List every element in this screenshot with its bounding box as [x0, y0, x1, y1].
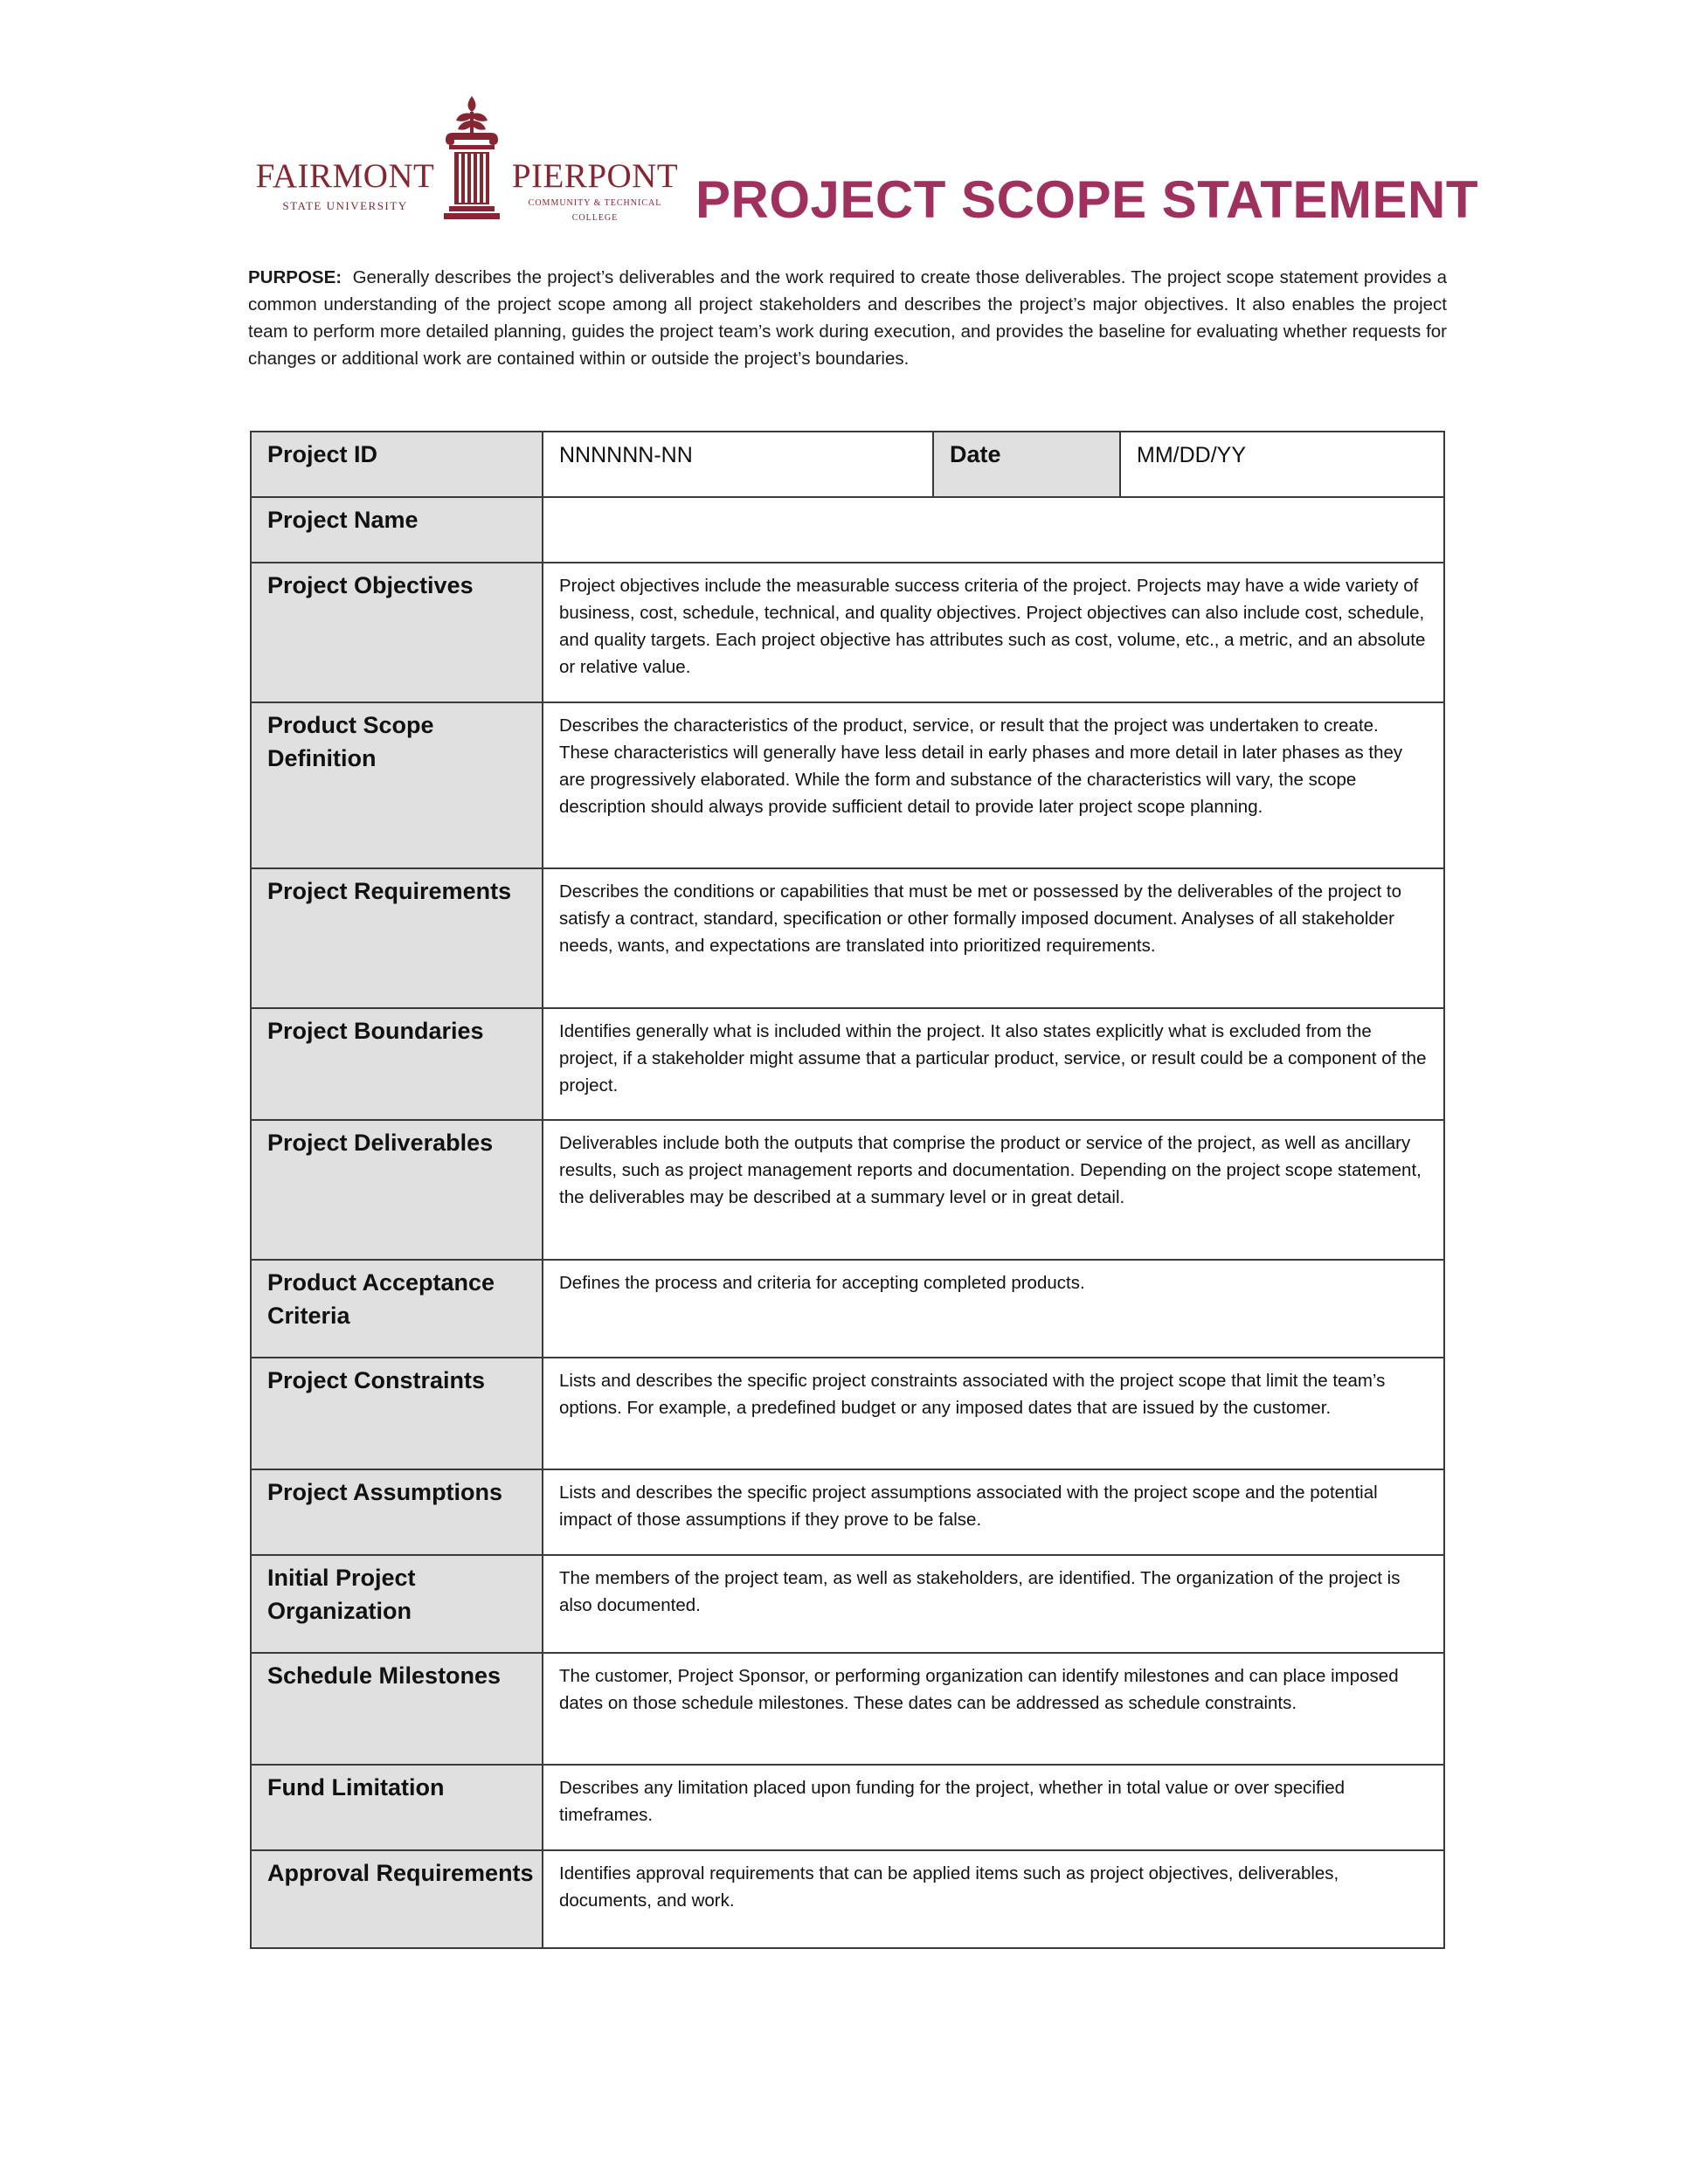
row-value-cell[interactable]: [543, 1008, 1444, 1120]
university-logo: [245, 94, 681, 243]
project-id-value-cell[interactable]: [543, 432, 933, 497]
row-value-cell[interactable]: [543, 1260, 1444, 1358]
row-text: Defines the process and criteria for accepting completed products.: [559, 1273, 1085, 1293]
row-label-cell: [251, 1555, 543, 1653]
logo-pierpont: [505, 159, 685, 224]
row-value-cell[interactable]: [543, 1358, 1444, 1469]
logo-pierpont-sub-2: COLLEGE: [571, 213, 619, 223]
row-value-cell[interactable]: [543, 868, 1444, 1008]
row-value-cell[interactable]: [543, 702, 1444, 868]
row-label-cell: [251, 1120, 543, 1260]
row-label-cell: [251, 1260, 543, 1358]
table-row: [251, 1469, 1444, 1555]
logo-pierpont-name: PIERPONT: [511, 157, 679, 195]
logo-fairmont-name: FAIRMONT: [255, 157, 435, 195]
date-label: Date: [950, 441, 1001, 467]
row-text: The customer, Project Sponsor, or performing organization can identify milestones and can place imposed dates on those schedule milestones. These dates can be addressed as schedule constraints.: [559, 1666, 1399, 1713]
purpose-text: Generally describes the project’s deliverables and the work required to create those deliverables. The project scope statement provides a common understanding of the project scope among all project stakeholders and describes the project’s major objectives. It also enables the project team to perform more detailed planning, guides the project team’s work during execution, and provides the baseline for evaluating whether requests for changes or additional work are contained within or outside the project’s boundaries.: [248, 267, 1447, 369]
row-value-cell[interactable]: [543, 1120, 1444, 1260]
page-title: PROJECT SCOPE STATEMENT: [695, 170, 1479, 229]
purpose-paragraph: [248, 264, 1447, 372]
row-label-cell: [251, 1765, 543, 1850]
row-label: Project Boundaries: [267, 1018, 484, 1044]
row-value-cell[interactable]: [543, 1850, 1444, 1948]
row-text: Identifies approval requirements that can be applied items such as project objectives, deliverables, documents, and work.: [559, 1863, 1339, 1911]
project-id-label: Project ID: [267, 441, 378, 467]
row-label: Product Acceptance Criteria: [267, 1269, 495, 1329]
row-label: Fund Limitation: [267, 1774, 445, 1800]
row-project-id: [251, 432, 1444, 497]
project-name-label-cell: [251, 497, 543, 563]
project-name-value: [543, 498, 1443, 505]
date-label-cell: [933, 432, 1120, 497]
row-label-cell: [251, 1358, 543, 1469]
row-text: Describes the characteristics of the product, service, or result that the project was undertaken to create. These characteristics will generally have less detail in early phases and more detail in later phases as they are progressively elaborated. While the form and substance of the characteristics will vary, the scope description should always provide sufficient detail to provide later project scope planning.: [559, 715, 1403, 817]
row-text: Deliverables include both the outputs that comprise the product or service of the project, as well as ancillary results, such as project management reports and documentation. Depending on the project scope statement, the deliverables may be described at a summary level or in great detail.: [559, 1133, 1422, 1207]
row-value-cell[interactable]: [543, 563, 1444, 702]
row-value-cell[interactable]: [543, 1653, 1444, 1765]
row-label: Product Scope Definition: [267, 712, 434, 771]
pillar-logo-icon: [437, 94, 507, 225]
row-project-name: [251, 497, 1444, 563]
table-row: [251, 1850, 1444, 1948]
table-row: [251, 563, 1444, 702]
row-text: The members of the project team, as well as stakeholders, are identified. The organization of the project is also documented.: [559, 1568, 1401, 1615]
table-row: [251, 1765, 1444, 1850]
table-row: [251, 1008, 1444, 1120]
logo-pierpont-sub-1: COMMUNITY & TECHNICAL: [528, 198, 662, 208]
row-label-cell: [251, 868, 543, 1008]
project-name-label: Project Name: [267, 507, 419, 533]
row-label: Project Requirements: [267, 878, 512, 904]
date-value-cell[interactable]: [1120, 432, 1444, 497]
project-id-label-cell: [251, 432, 543, 497]
row-value-cell[interactable]: [543, 1555, 1444, 1653]
table-row: [251, 1120, 1444, 1260]
table-row: [251, 1358, 1444, 1469]
table-row: [251, 1653, 1444, 1765]
row-label-cell: [251, 702, 543, 868]
row-label: Project Objectives: [267, 572, 474, 598]
header: [245, 94, 1479, 243]
row-text: Describes the conditions or capabilities that must be met or possessed by the deliverables of the project to satisfy a contract, standard, specification or other formally imposed document. Analyses of all stakeholder needs, wants, and expectations are translated into prioritized requirements.: [559, 881, 1402, 956]
date-value: MM/DD/YY: [1137, 443, 1246, 467]
row-text: Identifies generally what is included within the project. It also states explicitly what is excluded from the project, if a stakeholder might assume that a particular product, service, or result could be a component of the project.: [559, 1021, 1427, 1095]
logo-fairmont-sub: STATE UNIVERSITY: [282, 199, 408, 212]
project-name-value-cell[interactable]: [543, 497, 1444, 563]
row-text: Lists and describes the specific project assumptions associated with the project scope and the potential impact of those assumptions if they prove to be false.: [559, 1482, 1378, 1530]
row-text: Project objectives include the measurable success criteria of the project. Projects may have a wide variety of business, cost, schedule, technical, and quality objectives. Project objectives can also include cost, schedule, and quality targets. Each project objective has attributes such as cost, volume, etc., a metric, and an absolute or relative value.: [559, 576, 1426, 677]
row-label: Project Deliverables: [267, 1130, 494, 1156]
row-label-cell: [251, 1653, 543, 1765]
table-row: [251, 702, 1444, 868]
row-label-cell: [251, 1469, 543, 1555]
logo-fairmont: [248, 159, 442, 213]
row-label-cell: [251, 563, 543, 702]
purpose-label: PURPOSE:: [248, 267, 342, 287]
table-row: [251, 868, 1444, 1008]
row-label: Initial Project Organization: [267, 1565, 416, 1624]
row-text: Describes any limitation placed upon funding for the project, whether in total value or over specified timeframes.: [559, 1778, 1346, 1825]
row-label: Approval Requirements: [267, 1860, 534, 1886]
row-label: Project Constraints: [267, 1367, 486, 1393]
project-id-value: NNNNNN-NN: [559, 443, 693, 467]
scope-table: [250, 431, 1445, 1949]
row-text: Lists and describes the specific project constraints associated with the project scope that limit the team’s options. For example, a predefined budget or any imposed dates that are issued by the customer.: [559, 1371, 1386, 1418]
row-label: Project Assumptions: [267, 1479, 503, 1505]
row-label: Schedule Milestones: [267, 1662, 502, 1689]
row-label-cell: [251, 1008, 543, 1120]
row-value-cell[interactable]: [543, 1765, 1444, 1850]
row-value-cell[interactable]: [543, 1469, 1444, 1555]
table-row: [251, 1260, 1444, 1358]
table-row: [251, 1555, 1444, 1653]
row-label-cell: [251, 1850, 543, 1948]
